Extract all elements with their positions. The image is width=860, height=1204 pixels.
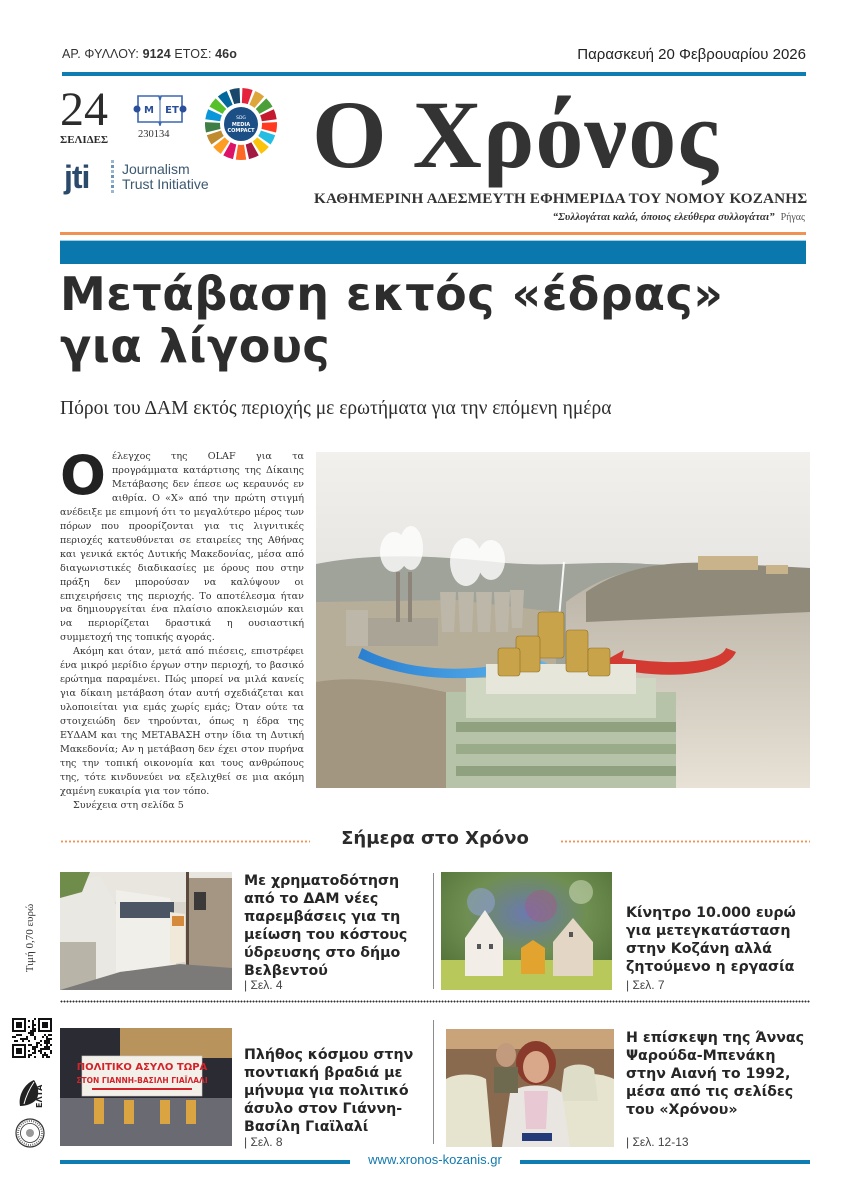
qr-module bbox=[46, 1056, 48, 1058]
qr-module bbox=[40, 1052, 42, 1054]
qr-module bbox=[32, 1028, 34, 1030]
qr-module bbox=[30, 1034, 32, 1036]
qr-finder bbox=[16, 1022, 22, 1028]
teaser-divider bbox=[433, 873, 434, 989]
jti-logo: jti bbox=[64, 159, 90, 195]
qr-module bbox=[44, 1054, 46, 1056]
met-logo bbox=[132, 92, 188, 126]
qr-module bbox=[42, 1056, 44, 1058]
qr-module bbox=[44, 1048, 46, 1050]
sdg-segment bbox=[236, 145, 246, 160]
qr-module bbox=[38, 1050, 40, 1052]
sdg-line-3: COMPACT bbox=[227, 128, 255, 134]
qr-module bbox=[44, 1042, 46, 1044]
newspaper-subtitle: ΚΑΘΗΜΕΡΙΝΗ ΑΔΕΣΜΕΥΤΗ ΕΦΗΜΕΡΙΔΑ ΤΟΥ ΝΟΜΟΥ ΚΟΖΑΝΗΣ bbox=[314, 190, 808, 207]
qr-module bbox=[44, 1052, 46, 1054]
teaser-2-photo[interactable] bbox=[441, 872, 612, 990]
qr-module bbox=[28, 1054, 30, 1056]
dropcap-letter: Ο bbox=[60, 452, 106, 496]
website-link[interactable]: www.xronos-kozanis.gr bbox=[368, 1152, 502, 1167]
qr-finder bbox=[16, 1048, 22, 1054]
footer-rule-right bbox=[520, 1160, 810, 1164]
qr-module bbox=[32, 1048, 34, 1050]
teaser-1-page: | Σελ. 4 bbox=[244, 978, 283, 992]
qr-module bbox=[46, 1054, 48, 1056]
qr-module bbox=[46, 1046, 48, 1048]
qr-finder bbox=[42, 1022, 48, 1028]
qr-module bbox=[48, 1042, 50, 1044]
qr-code-icon[interactable] bbox=[12, 1016, 52, 1060]
teaser-divider-2 bbox=[433, 1020, 434, 1144]
qr-module bbox=[40, 1050, 42, 1052]
qr-module bbox=[40, 1044, 42, 1046]
qr-module bbox=[44, 1034, 46, 1036]
qr-module bbox=[26, 1038, 28, 1040]
banner-line-2: ΣΤΟΝ ΓΙΑΝΝΗ-ΒΑΣΙΛΗ ΓΙΑΪΛΑΛΙ bbox=[76, 1076, 208, 1085]
sdg-media-compact-logo bbox=[203, 86, 279, 162]
met-code: 230134 bbox=[138, 129, 170, 140]
qr-module bbox=[50, 1034, 52, 1036]
jti-divider-icon bbox=[110, 160, 115, 194]
qr-module bbox=[20, 1038, 22, 1040]
qr-module bbox=[40, 1040, 42, 1042]
newspaper-title: Ο Χρόνος bbox=[312, 81, 719, 188]
year-label: ΕΤΟΣ: bbox=[174, 47, 212, 61]
top-rule bbox=[62, 72, 806, 76]
teaser-3-page: | Σελ. 8 bbox=[244, 1135, 283, 1149]
qr-module bbox=[16, 1040, 18, 1042]
qr-module bbox=[30, 1044, 32, 1046]
section-title-text: Σήμερα στο Χρόνο bbox=[331, 828, 539, 849]
qr-module bbox=[32, 1046, 34, 1048]
footer-rule-left bbox=[60, 1160, 350, 1164]
qr-module bbox=[44, 1046, 46, 1048]
motto-author: Ρήγας bbox=[780, 212, 805, 223]
page-count-label: ΣΕΛΙΔΕΣ bbox=[60, 134, 109, 146]
qr-module bbox=[34, 1056, 36, 1058]
qr-module bbox=[42, 1054, 44, 1056]
qr-module bbox=[38, 1042, 40, 1044]
elta-text: ΕΛΤΑ bbox=[35, 1084, 44, 1108]
qr-module bbox=[14, 1036, 16, 1038]
qr-module bbox=[32, 1032, 34, 1034]
qr-module bbox=[34, 1024, 36, 1026]
qr-module bbox=[50, 1050, 52, 1052]
jti-line-2: Trust Initiative bbox=[122, 176, 209, 192]
issue-label: ΑΡ. ΦΥΛΛΟΥ: bbox=[62, 47, 139, 61]
motto-quote: “Συλλογάται καλά, όποιος ελεύθερα συλλογάται” bbox=[552, 211, 775, 223]
qr-module bbox=[18, 1034, 20, 1036]
qr-module bbox=[22, 1038, 24, 1040]
qr-module bbox=[32, 1034, 34, 1036]
sdg-line-1: SDG bbox=[236, 116, 246, 121]
qr-module bbox=[34, 1018, 36, 1020]
met-logo-left: M bbox=[144, 105, 154, 116]
qr-module bbox=[48, 1038, 50, 1040]
qr-module bbox=[32, 1022, 34, 1024]
qr-module bbox=[28, 1044, 30, 1046]
qr-module bbox=[46, 1040, 48, 1042]
qr-module bbox=[36, 1046, 38, 1048]
qr-module bbox=[16, 1034, 18, 1036]
qr-module bbox=[28, 1056, 30, 1058]
association-seal-icon bbox=[15, 1118, 45, 1148]
page-count: 24 bbox=[60, 83, 108, 136]
elta-logo bbox=[16, 1076, 44, 1110]
qr-module bbox=[28, 1026, 30, 1028]
qr-module bbox=[34, 1038, 36, 1040]
sdg-segment bbox=[205, 122, 221, 132]
jti-text bbox=[122, 162, 209, 192]
qr-module bbox=[40, 1048, 42, 1050]
teaser-row-divider bbox=[60, 1000, 810, 1003]
qr-module bbox=[28, 1020, 30, 1022]
qr-module bbox=[34, 1030, 36, 1032]
qr-module bbox=[22, 1040, 24, 1042]
qr-module bbox=[32, 1030, 34, 1032]
met-logo-right: ET bbox=[165, 105, 179, 116]
teaser-4-page: | Σελ. 12-13 bbox=[626, 1135, 689, 1149]
qr-module bbox=[34, 1028, 36, 1030]
qr-module bbox=[48, 1056, 50, 1058]
lead-paragraph-2: Ακόμη και όταν, μετά από πιέσεις, επιστρέφει ένα μικρό μερίδιο έργων στην περιοχή, το βασικό ερώτημα παραμένει. Πώς μπορεί να μιλά κανείς για δίκαιη μετάβαση όταν αυτή σχεδιάζεται και υλοποιείται για εμάς χωρίς εμάς; Όταν ούτε τα στοιχειώδη δεν τηρούνται, όπως η έδρα της ΕΥΔΑΜ και της ΜΕΤΑΒΑΣΗ στην ίδια τη Δυτική Μακεδονία; Αν η μετάβαση δεν έχει στον πυρήνα της την τοπική οικονομία και τους ανθρώπους της, τότε κινδυνεύει να εξελιχθεί σε μια ακόμη χαμένη ευκαιρία για τον τόπο. bbox=[60, 646, 304, 797]
orange-rule bbox=[60, 232, 806, 235]
qr-module bbox=[36, 1042, 38, 1044]
qr-module bbox=[32, 1052, 34, 1054]
qr-module bbox=[46, 1036, 48, 1038]
qr-module bbox=[44, 1040, 46, 1042]
qr-module bbox=[28, 1040, 30, 1042]
issue-info bbox=[62, 47, 237, 61]
year-value: 46ο bbox=[215, 47, 237, 61]
lead-body bbox=[60, 450, 304, 813]
section-today bbox=[60, 828, 810, 852]
qr-module bbox=[34, 1036, 36, 1038]
qr-module bbox=[46, 1042, 48, 1044]
teaser-3-title[interactable]: Πλήθος κόσμου στην ποντιακή βραδιά με μήνυμα για πολιτικό άσυλο στον Γιάννη-Βασίλη Γιαϊλαλί bbox=[244, 1047, 414, 1135]
issue-date: Παρασκευή 20 Φεβρουαρίου 2026 bbox=[577, 46, 806, 63]
qr-module bbox=[42, 1048, 44, 1050]
lead-headline[interactable]: Μετάβαση εκτός «έδρας» για λίγους bbox=[60, 267, 724, 373]
teaser-4-title[interactable]: Η επίσκεψη της Άννας Ψαρούδα-Μπενάκη στην Αιανή το 1992, μέσα από τις σελίδες του «Χρόνου» bbox=[626, 1030, 805, 1118]
qr-module bbox=[46, 1038, 48, 1040]
lead-photo[interactable] bbox=[316, 452, 810, 788]
qr-module bbox=[48, 1034, 50, 1036]
qr-module bbox=[48, 1046, 50, 1048]
qr-module bbox=[32, 1020, 34, 1022]
qr-module bbox=[32, 1026, 34, 1028]
teaser-1-photo[interactable] bbox=[60, 872, 232, 990]
qr-module bbox=[46, 1044, 48, 1046]
qr-module bbox=[50, 1052, 52, 1054]
qr-module bbox=[36, 1044, 38, 1046]
teaser-3-photo[interactable] bbox=[60, 1028, 232, 1146]
qr-module bbox=[30, 1030, 32, 1032]
price-text: Τιμή 0,70 ευρώ bbox=[24, 903, 36, 973]
continued-link[interactable]: Συνέχεια στη σελίδα 5 bbox=[73, 799, 184, 811]
qr-module bbox=[48, 1048, 50, 1050]
jti-line-1: Journalism bbox=[122, 161, 190, 177]
qr-module bbox=[32, 1024, 34, 1026]
qr-module bbox=[50, 1038, 52, 1040]
qr-module bbox=[34, 1052, 36, 1054]
teaser-1-title[interactable]: Με χρηματοδότηση από το ΔΑΜ νέες παρεμβάσεις για τη μείωση του κόστους ύδρευσης στο δήμο Βελβεντού bbox=[244, 873, 408, 979]
qr-module bbox=[46, 1048, 48, 1050]
qr-module bbox=[50, 1044, 52, 1046]
qr-module bbox=[30, 1032, 32, 1034]
price-label bbox=[22, 888, 38, 988]
teaser-4-photo[interactable] bbox=[446, 1029, 614, 1147]
lead-paragraph-1: έλεγχος της OLAF για τα προγράμματα κατάρτισης της Δίκαιης Μετάβασης δεν έπεσε ως κεραυνός εν αιθρία. Ο «Χ» από την πρώτη στιγμή ανέδειξε με επιμονή ότι το μεγαλύτερο μέρος των πόρων που προορίζονται για τις λιγνιτικές περιοχές κατευθύνεται σε εταιρείες της Αθήνας και γενικά εκτός Δυτικής Μακεδονίας, μέσα από διαγωνιστικές διαδικασίες με όρους που στην πράξη δεν μπορούσαν να καλύψουν οι επιχειρήσεις της περιοχής. Το αποτέλεσμα ήταν να δημιουργείται ένα πλαίσιο αποκλεισμών και να περιορίζεται δραστικά η ουσιαστική συμμετοχή της τοπικής αγοράς. bbox=[60, 451, 304, 644]
sdg-segment bbox=[261, 122, 277, 132]
motto bbox=[553, 211, 805, 223]
issue-number: 9124 bbox=[142, 47, 171, 61]
lead-deck: Πόροι του ΔΑΜ εκτός περιοχής με ερωτήματα για την επόμενη ημέρα bbox=[60, 398, 612, 419]
qr-module bbox=[12, 1036, 14, 1038]
qr-module bbox=[28, 1050, 30, 1052]
dropcap bbox=[60, 452, 106, 496]
sdg-line-2: MEDIA bbox=[231, 122, 251, 128]
qr-module bbox=[34, 1048, 36, 1050]
section-title bbox=[60, 828, 810, 849]
qr-module bbox=[42, 1036, 44, 1038]
teaser-2-title[interactable]: Κίνητρο 10.000 ευρώ για μετεγκατάσταση στην Κοζάνη αλλά ζητούμενο η εργασία bbox=[626, 905, 796, 975]
qr-module bbox=[20, 1034, 22, 1036]
qr-module bbox=[24, 1038, 26, 1040]
banner-line-1: ΠΟΛΙΤΙΚΟ ΑΣΥΛΟ ΤΩΡΑ bbox=[76, 1062, 208, 1073]
qr-module bbox=[34, 1046, 36, 1048]
qr-module bbox=[28, 1032, 30, 1034]
qr-module bbox=[30, 1054, 32, 1056]
qr-module bbox=[26, 1036, 28, 1038]
teaser-2-page: | Σελ. 7 bbox=[626, 978, 665, 992]
blue-band bbox=[60, 240, 806, 264]
qr-module bbox=[14, 1040, 16, 1042]
qr-module bbox=[34, 1050, 36, 1052]
qr-module bbox=[48, 1040, 50, 1042]
